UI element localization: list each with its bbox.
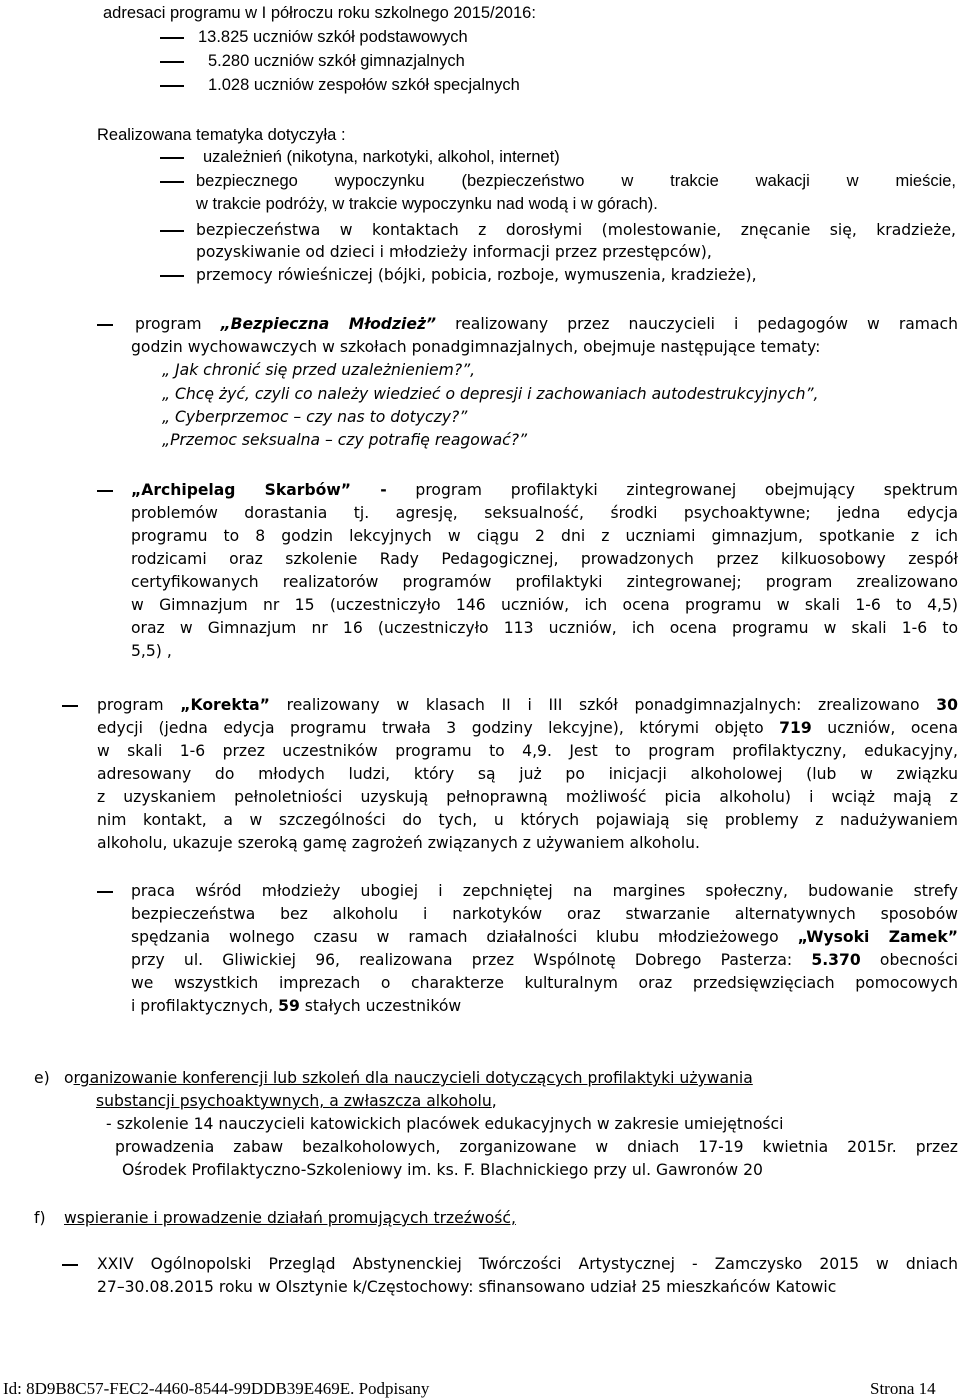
topic-item: przemocy rówieśniczej (bójki, pobicia, rozboje, wymuszenia, kradzieże), [196, 266, 757, 284]
section-item-cont: 27–30.08.2015 roku w Olsztynie k/Częstochowy: sfinansowano udział 25 mieszkańców Katowic [97, 1278, 837, 1296]
section-title: organizowanie konferencji lub szkoleń dla nauczycieli dotyczących profilaktyki używania [64, 1069, 753, 1087]
program-desc: w Gimnazjum nr 15 (uczestniczyło 146 uczniów, ich ocena programu w skali 1-6 to 4,5) [131, 596, 958, 614]
program-bezpieczna-line: program „Bezpieczna Młodzież” realizowany przez nauczycieli i pedagogów w ramach [135, 315, 958, 333]
program-desc: we wszystkich imprezach o charakterze kulturalnym oraz przedsięwzięciach pomocowych [131, 974, 958, 992]
topic-title: „ Jak chronić się przed uzależnieniem?”, [162, 361, 476, 379]
list-item: 5.280 uczniów szkół gimnazjalnych [208, 52, 465, 70]
dash-icon [160, 37, 184, 39]
program-desc: i profilaktycznych, 59 stałych uczestników [131, 997, 462, 1015]
dash-icon [160, 275, 184, 277]
program-desc: spędzania wolnego czasu w ramach działalności klubu młodzieżowego „Wysoki Zamek” [131, 928, 958, 946]
page-number: Strona 14 [870, 1379, 936, 1398]
program-desc: przy ul. Gliwickiej 96, realizowana przez Wspólnotę Dobrego Pasterza: 5.370 obecności [131, 951, 958, 969]
program-desc: adresowany do młodych ludzi, który są już po inicjacji alkoholowej (lub w związku [97, 765, 958, 783]
dash-icon [97, 891, 113, 893]
program-desc: bezpieczeństwa bez alkoholu i narkotyków oraz stwarzanie alternatywnych sposobów [131, 905, 958, 923]
program-name: „Archipelag Skarbów” - [131, 481, 387, 499]
program-archipelag-line: „Archipelag Skarbów” - program profilaktyki zintegrowanej obejmujący spektrum [131, 481, 958, 499]
program-desc: z uzyskaniem pełnoletniości uzyskują pełnoprawną możliwość picia alkoholu) i wciąż mają z [97, 788, 958, 806]
program-name: „Korekta” [180, 696, 270, 714]
dash-icon [160, 157, 184, 159]
dash-icon [97, 490, 113, 492]
dash-icon [97, 324, 113, 326]
dash-icon [160, 85, 184, 87]
topic-item: uzależnień (nikotyna, narkotyki, alkohol, internet) [203, 148, 560, 166]
program-desc: oraz w Gimnazjum nr 16 (uczestniczyło 113 uczniów, ich ocena programu w skali 1-6 to [131, 619, 958, 637]
program-desc: rodzicami oraz szkolenie Rady Pedagogicznej, prowadzonych przez kilkuosobowy zespół [131, 550, 958, 568]
section-label: e) [34, 1069, 50, 1087]
document-id: Id: 8D9B8C57-FEC2-4460-8544-99DDB39E469E. Podpisany [3, 1379, 430, 1398]
list-item: 1.028 uczniów zespołów szkół specjalnych [208, 76, 520, 94]
program-desc: alkoholu, ukazuje szeroką gamę zagrożeń związanych z używaniem alkoholu. [97, 834, 701, 852]
program-desc: certyfikowanych realizatorów programów profilaktyki zintegrowanej; program zrealizowano [131, 573, 958, 591]
program-desc: edycji (jedna edycja programu trwała 3 godziny lekcyjne), którymi objęto 719 uczniów, ocena [97, 719, 958, 737]
program-desc: nim kontakt, a w szczególności do tych, u których pojawiają się problemy z nadużywaniem [97, 811, 958, 829]
topic-title: „ Chcę żyć, czyli co należy wiedzieć o depresji i zachowaniach autodestrukcyjnych”, [162, 385, 819, 403]
topic-item: bezpieczeństwa w kontaktach z dorosłymi (molestowanie, znęcanie się, kradzieże, [196, 221, 956, 239]
topic-item: bezpiecznego wypoczynku (bezpieczeństwo w trakcie wakacji w mieście, [196, 172, 956, 190]
section-item-cont: Ośrodek Profilaktyczno-Szkoleniowy im. ks. F. Blachnickiego przy ul. Gawronów 20 [122, 1161, 763, 1179]
section-item: - szkolenie 14 nauczycieli katowickich placówek edukacyjnych w zakresie umiejętności [106, 1115, 784, 1133]
dash-icon [160, 61, 184, 63]
topics-heading: Realizowana tematyka dotyczyła : [97, 126, 346, 144]
dash-icon [160, 181, 184, 183]
topic-title: „Przemoc seksualna – czy potrafię reagować?” [162, 431, 528, 449]
dash-icon [62, 1264, 78, 1266]
list-item: 13.825 uczniów szkół podstawowych [198, 28, 468, 46]
intro-line: adresaci programu w I półroczu roku szkolnego 2015/2016: [103, 4, 536, 22]
club-name: „Wysoki Zamek” [797, 928, 958, 946]
topic-item-cont: w trakcie podróży, w trakcie wypoczynku nad wodą i w górach). [196, 195, 658, 213]
topic-item-cont: pozyskiwanie od dzieci i młodzieży informacji przez przestępców), [196, 243, 712, 261]
section-label: f) [34, 1209, 46, 1227]
program-praca-line: praca wśród młodzieży ubogiej i zepchniętej na margines społeczny, budowanie strefy [131, 882, 958, 900]
section-title-cont: substancji psychoaktywnych, a zwłaszcza alkoholu, [96, 1092, 497, 1110]
dash-icon [160, 230, 184, 232]
program-desc: w skali 1-6 przez uczestników programu to 4,9. Jest to program profilaktyczny, edukacyjny, [97, 742, 958, 760]
dash-icon [62, 705, 78, 707]
program-desc: programu to 8 godzin lekcyjnych w ciągu 2 dni z uczniami gimnazjum, spotkanie z ich [131, 527, 958, 545]
topic-title: „ Cyberprzemoc – czy nas to dotyczy?” [162, 408, 468, 426]
program-name: „Bezpieczna Młodzież” [220, 315, 437, 333]
section-item: XXIV Ogólnopolski Przegląd Abstynenckiej Twórczości Artystycznej - Zamczysko 2015 w dniach [97, 1255, 958, 1273]
section-title: wspieranie i prowadzenie działań promujących trzeźwość, [64, 1209, 516, 1227]
program-desc: 5,5) , [131, 642, 172, 660]
program-desc: problemów dorastania tj. agresję, seksualność, środki psychoaktywne; jedna edycja [131, 504, 958, 522]
program-korekta-line: program „Korekta” realizowany w klasach II i III szkół ponadgimnazjalnych: zrealizowano 30 [97, 696, 958, 714]
program-desc: godzin wychowawczych w szkołach ponadgimnazjalnych, obejmuje następujące tematy: [131, 338, 821, 356]
section-item-cont: prowadzenia zabaw bezalkoholowych, zorganizowane w dniach 17-19 kwietnia 2015r. przez [115, 1138, 958, 1156]
